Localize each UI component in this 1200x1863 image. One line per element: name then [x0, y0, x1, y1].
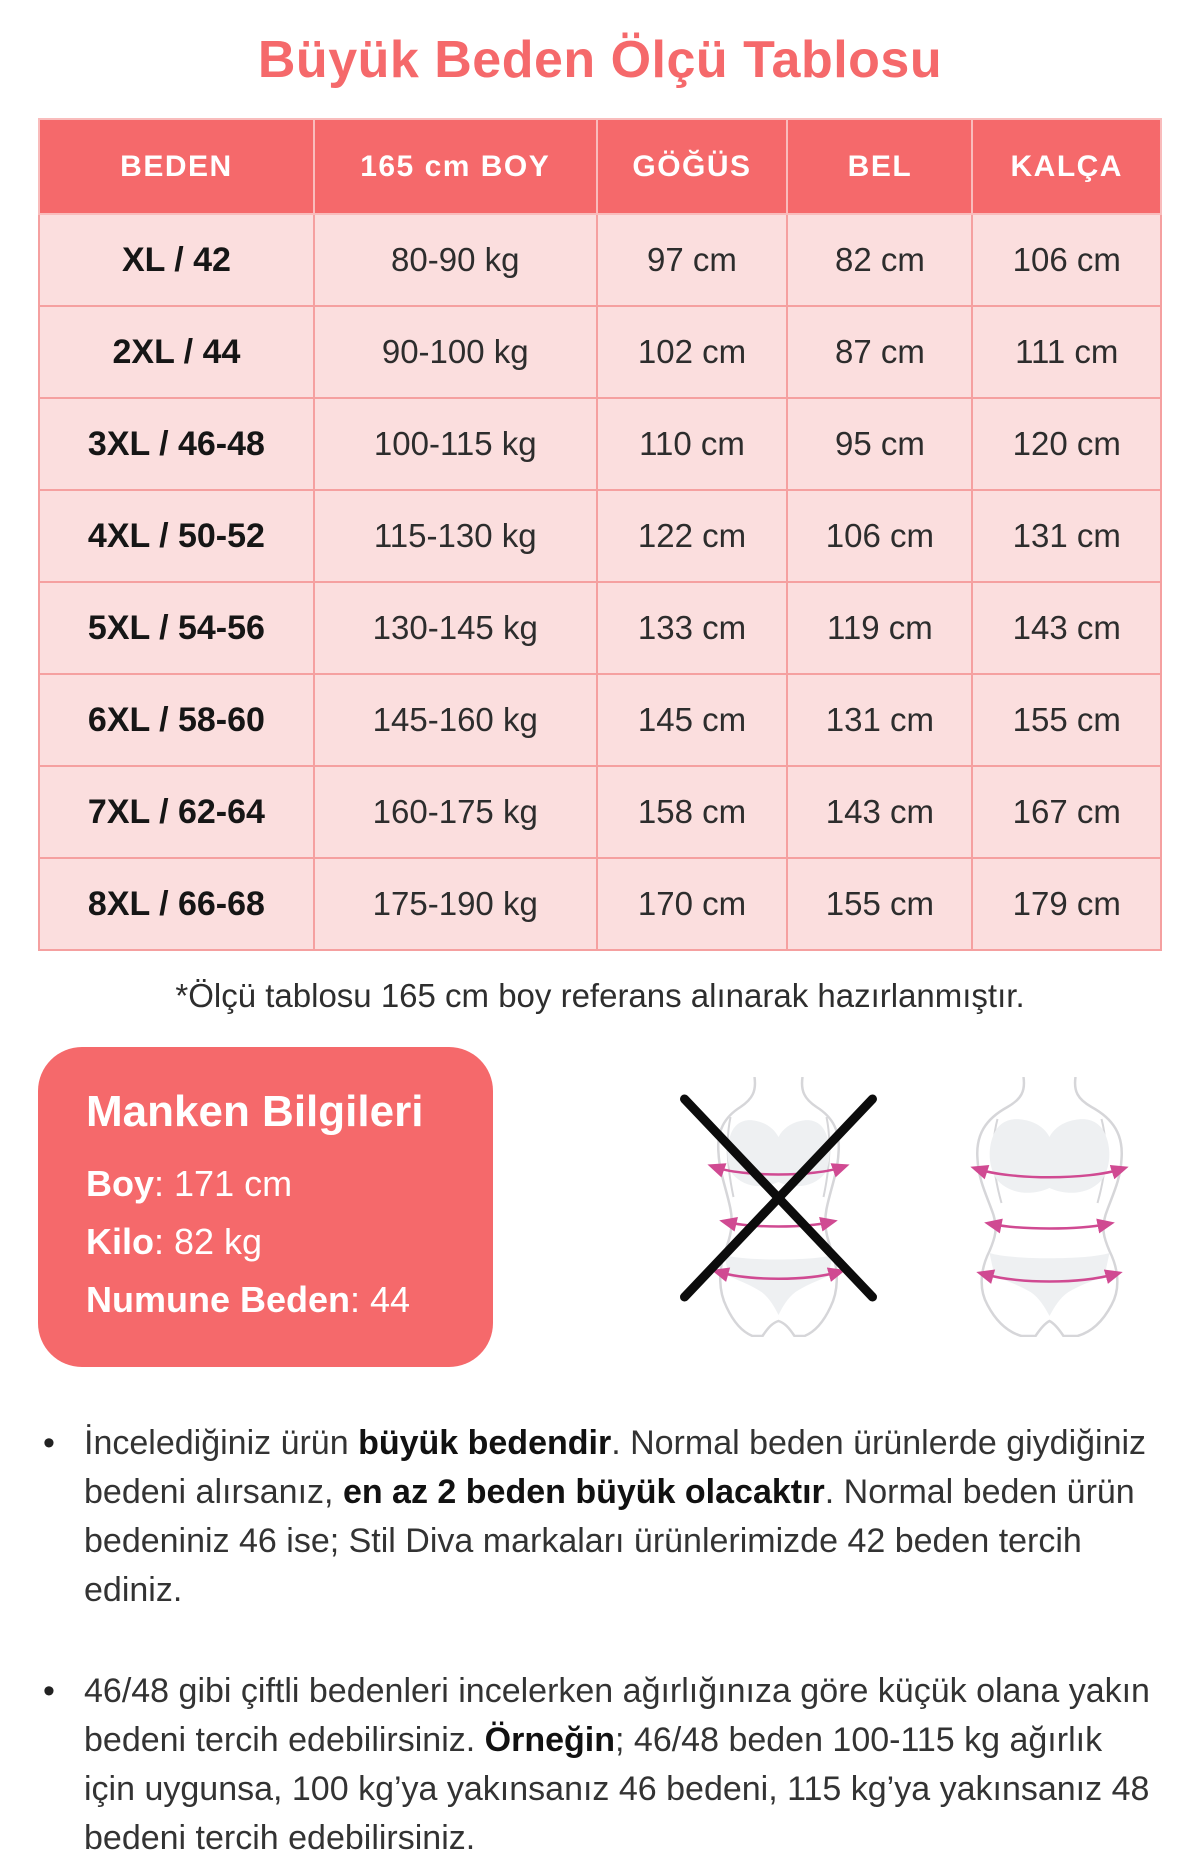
page-title: Büyük Beden Ölçü Tablosu: [257, 31, 943, 89]
size-chart-table: [38, 118, 1162, 951]
list-item: [38, 1419, 1160, 1615]
measure-cell: 175-190 kg: [314, 858, 597, 950]
slim-body-crossed-icon: [676, 1077, 881, 1337]
model-info-label: Boy: [86, 1163, 155, 1204]
measure-cell: 155 cm: [787, 858, 972, 950]
size-cell: 8XL / 66-68: [39, 858, 314, 950]
model-info-lines: [86, 1163, 453, 1321]
plain-text: ; 46/48 beden 100-115 kg ağırlık için uygunsa, 100 kg’ya yakınsanız 46 bedeni, 115 kg’ya yakınsanız 48 bedeni tercih edebilirsiniz.: [84, 1720, 1150, 1857]
size-cell: 6XL / 58-60: [39, 674, 314, 766]
measure-cell: 106 cm: [972, 214, 1161, 306]
size-cell: 5XL / 54-56: [39, 582, 314, 674]
table-row: [39, 306, 1161, 398]
model-info-line: [86, 1279, 453, 1321]
table-row: [39, 858, 1161, 950]
measure-cell: 145 cm: [597, 674, 788, 766]
measure-cell: 143 cm: [787, 766, 972, 858]
emphasis-text: Örneğin: [484, 1720, 616, 1759]
model-info-section: [0, 1047, 1200, 1367]
table-row: [39, 674, 1161, 766]
model-info-value: : 171 cm: [154, 1163, 293, 1204]
measure-cell: 102 cm: [597, 306, 788, 398]
correct-measure-figure: [947, 1077, 1152, 1337]
model-info-line: [86, 1221, 453, 1263]
model-info-label: Kilo: [86, 1221, 154, 1262]
measure-cell: 97 cm: [597, 214, 788, 306]
model-info-title: Manken Bilgileri: [86, 1087, 424, 1136]
size-notes-list: [0, 1419, 1200, 1863]
table-row: [39, 214, 1161, 306]
measure-cell: 145-160 kg: [314, 674, 597, 766]
measure-cell: 167 cm: [972, 766, 1161, 858]
table-row: [39, 398, 1161, 490]
measure-cell: 120 cm: [972, 398, 1161, 490]
plus-body-icon: [947, 1077, 1152, 1337]
emphasis-text: en az 2 beden büyük olacaktır: [342, 1472, 825, 1511]
measure-cell: 143 cm: [972, 582, 1161, 674]
measurement-figures: [493, 1077, 1158, 1337]
measure-cell: 80-90 kg: [314, 214, 597, 306]
measure-cell: 122 cm: [597, 490, 788, 582]
size-cell: XL / 42: [39, 214, 314, 306]
table-row: [39, 766, 1161, 858]
measure-cell: 170 cm: [597, 858, 788, 950]
model-info-value: : 44: [350, 1279, 411, 1320]
measure-cell: 130-145 kg: [314, 582, 597, 674]
note-text: [84, 1667, 1160, 1863]
measure-cell: 95 cm: [787, 398, 972, 490]
measure-cell: 106 cm: [787, 490, 972, 582]
table-footnote: *Ölçü tablosu 165 cm boy referans alınarak hazırlanmıştır.: [175, 977, 1025, 1014]
measure-cell: 110 cm: [597, 398, 788, 490]
size-cell: 4XL / 50-52: [39, 490, 314, 582]
model-info-label: Numune Beden: [86, 1279, 351, 1320]
bullet-icon: •: [43, 1424, 55, 1462]
measure-cell: 131 cm: [787, 674, 972, 766]
model-info-line: [86, 1163, 453, 1205]
column-header: KALÇA: [972, 119, 1161, 214]
table-body: [39, 214, 1161, 950]
column-header: GÖĞÜS: [597, 119, 788, 214]
measure-cell: 160-175 kg: [314, 766, 597, 858]
model-info-card: [38, 1047, 493, 1367]
measure-cell: 115-130 kg: [314, 490, 597, 582]
column-header: BEL: [787, 119, 972, 214]
size-cell: 7XL / 62-64: [39, 766, 314, 858]
measure-cell: 133 cm: [597, 582, 788, 674]
table-row: [39, 490, 1161, 582]
size-cell: 2XL / 44: [39, 306, 314, 398]
note-text: [84, 1419, 1160, 1615]
measure-cell: 158 cm: [597, 766, 788, 858]
column-header: 165 cm BOY: [314, 119, 597, 214]
plain-text: . Normal beden ürün bedeniniz 46 ise; Stil Diva markaları ürünlerimizde 42 beden tercih ediniz.: [84, 1472, 1135, 1609]
size-cell: 3XL / 46-48: [39, 398, 314, 490]
column-header: BEDEN: [39, 119, 314, 214]
measure-cell: 131 cm: [972, 490, 1161, 582]
measure-cell: 155 cm: [972, 674, 1161, 766]
plain-text: 46/48 gibi çiftli bedenleri incelerken ağırlığınıza göre küçük olana yakın bedeni tercih edebilirsiniz.: [84, 1671, 1150, 1759]
measure-cell: 90-100 kg: [314, 306, 597, 398]
measure-cell: 111 cm: [972, 306, 1161, 398]
emphasis-text: büyük bedendir: [358, 1424, 612, 1462]
measure-cell: 82 cm: [787, 214, 972, 306]
bullet-icon: •: [43, 1671, 55, 1710]
measure-cell: 119 cm: [787, 582, 972, 674]
plain-text: İncelediğiniz ürün: [84, 1424, 359, 1462]
list-item: [38, 1667, 1160, 1863]
measure-cell: 100-115 kg: [314, 398, 597, 490]
plain-text: . Normal beden ürünlerde giydiğiniz bedeni alırsanız,: [84, 1424, 1147, 1511]
model-info-value: : 82 kg: [154, 1221, 263, 1262]
measure-cell: 87 cm: [787, 306, 972, 398]
table-header-row: [39, 119, 1161, 214]
incorrect-measure-figure: [676, 1077, 881, 1337]
measure-cell: 179 cm: [972, 858, 1161, 950]
table-row: [39, 582, 1161, 674]
